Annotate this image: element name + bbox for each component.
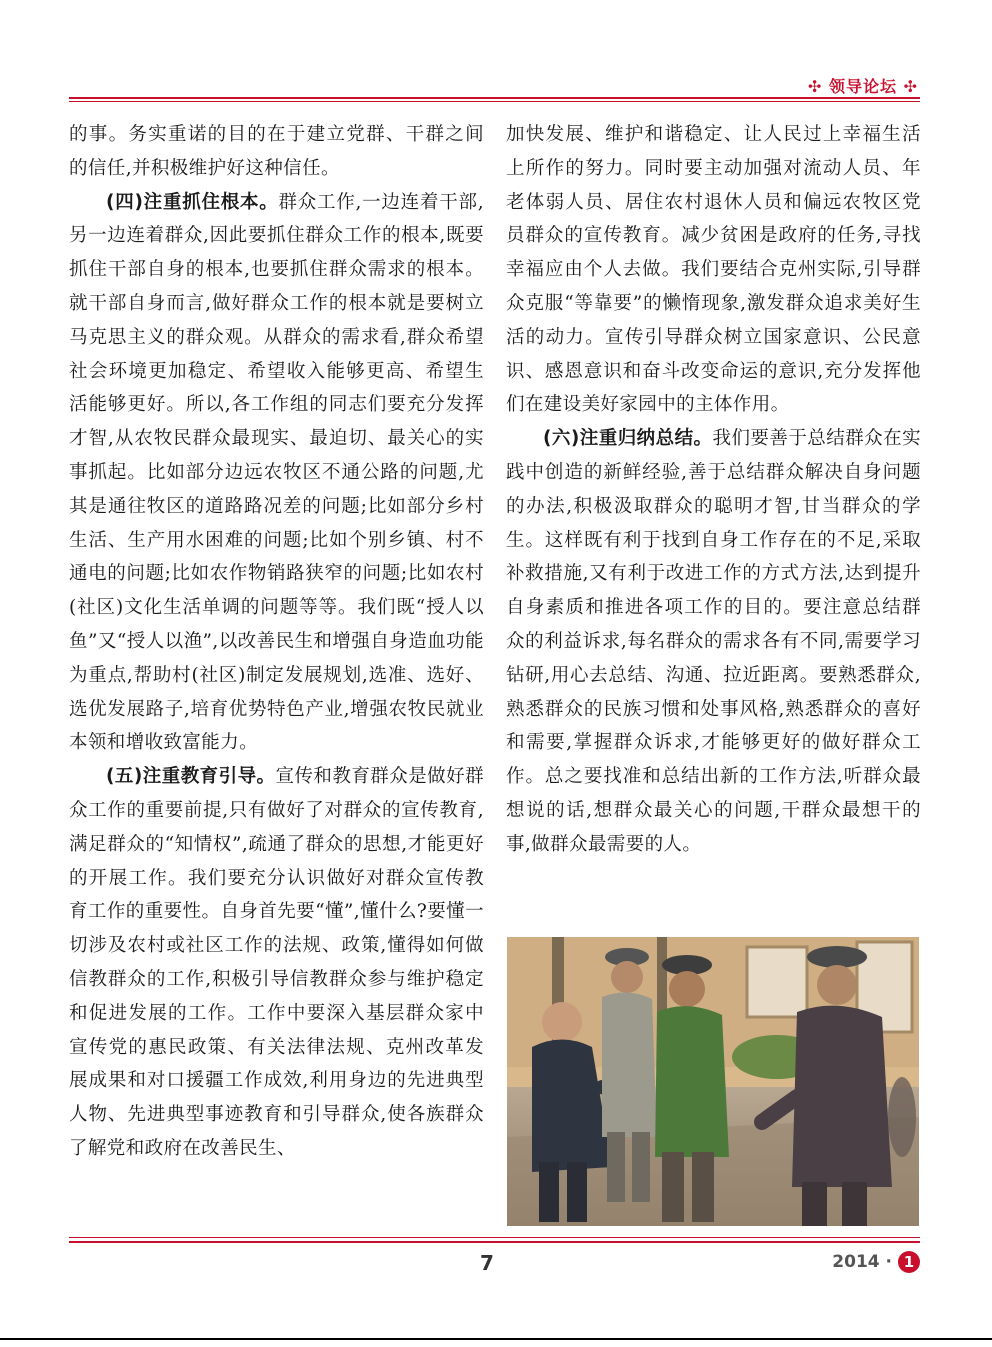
paragraph <box>69 118 484 186</box>
issue-label <box>832 1251 920 1273</box>
issue-number-badge: 1 <box>898 1251 920 1273</box>
paragraph <box>69 760 484 1166</box>
photo-handshake-elders <box>507 937 919 1226</box>
section-heading: (五)注重教育引导。 <box>106 766 276 788</box>
page-bottom-edge <box>0 1338 992 1340</box>
paragraph-text: 群众工作,一边连着干部,另一边连着群众,因此要抓住群众工作的根本,既要抓住干部自身的根本,也要抓住群众需求的根本。就干部自身而言,做好群众工作的根本就是要树立马克思主义的群众观。从群众的需求看,群众希望社会环境更加稳定、希望收入能够更高、希望生活能够更好。所以,各工作组的同志们要充分发挥才智,从农牧民群众最现实、最迫切、最关心的实事抓起。比如部分边远农牧区不通公路的问题,尤其是通往牧区的道路路况差的问题;比如部分乡村生活、生产用水困难的问题;比如个别乡镇、村不通电的问题;比如农作物销路狭窄的问题;比如农村(社区)文化生活单调的问题等等。我们既“授人以鱼”又“授人以渔”,以改善民生和增强自身造血功能为重点,帮助村(社区)制定发展规划,选准、选好、选优发展路子,培育优势特色产业,增强农牧民就业本领和增收致富能力。 <box>69 191 484 754</box>
header-rule <box>69 97 920 99</box>
paragraph-text: 加快发展、维护和谐稳定、让人民过上幸福生活上所作的努力。同时要主动加强对流动人员、年老体弱人员、居住农村退休人员和偏远农牧区党员群众的宣传教育。减少贫困是政府的任务,寻找幸福应由个人去做。我们要结合克州实际,引导群众克服“等靠要”的懒惰现象,激发群众追求美好生活的动力。宣传引导群众树立国家意识、公民意识、感恩意识和奋斗改变命运的意识,充分发挥他们在建设美好家园中的主体作用。 <box>506 124 921 416</box>
footer-rule-thin <box>69 1237 920 1238</box>
section-heading: (四)注重抓住根本。 <box>106 191 279 213</box>
right-column <box>506 118 921 862</box>
paragraph <box>69 186 484 761</box>
issue-year: 2014 · <box>832 1252 892 1272</box>
footer-rule <box>69 1241 920 1243</box>
left-column <box>69 118 484 1166</box>
paragraph <box>506 422 921 861</box>
paragraph-text: 我们要善于总结群众在实践中创造的新鲜经验,善于总结群众解决自身问题的办法,积极汲取群众的聪明才智,甘当群众的学生。这样既有利于找到自身工作存在的不足,采取补救措施,又有利于改进工作的方式方法,达到提升自身素质和推进各项工作的目的。要注意总结群众的利益诉求,每名群众的需求各有不同,需要学习钻研,用心去总结、沟通、拉近距离。要熟悉群众,熟悉群众的民族习惯和处事风格,熟悉群众的喜好和需要,掌握群众诉求,才能够更好的做好群众工作。总之要找准和总结出新的工作方法,听群众最想说的话,想群众最关心的问题,干群众最想干的事,做群众最需要的人。 <box>506 428 921 855</box>
section-heading: (六)注重归纳总结。 <box>543 428 713 450</box>
page-number: 7 <box>480 1251 494 1275</box>
paragraph-text: 的事。务实重诺的目的在于建立党群、干群之间的信任,并积极维护好这种信任。 <box>69 124 484 179</box>
section-label: ✣ 领导论坛 ✣ <box>808 77 918 96</box>
paragraph-text: 宣传和教育群众是做好群众工作的重要前提,只有做好了对群众的宣传教育,满足群众的“知情权”,疏通了群众的思想,才能更好的开展工作。我们要充分认识做好对群众宣传教育工作的重要性。自身首先要“懂”,懂什么?要懂一切涉及农村或社区工作的法规、政策,懂得如何做信教群众的工作,积极引导信教群众参与维护稳定和促进发展的工作。工作中要深入基层群众家中宣传党的惠民政策、有关法律法规、克州改革发展成果和对口援疆工作成效,利用身边的先进典型人物、先进典型事迹教育和引导群众,使各族群众了解党和政府在改善民生、 <box>69 766 484 1159</box>
paragraph <box>506 118 921 422</box>
header-rule-thin <box>69 101 920 102</box>
photo-illustration <box>507 937 919 1226</box>
